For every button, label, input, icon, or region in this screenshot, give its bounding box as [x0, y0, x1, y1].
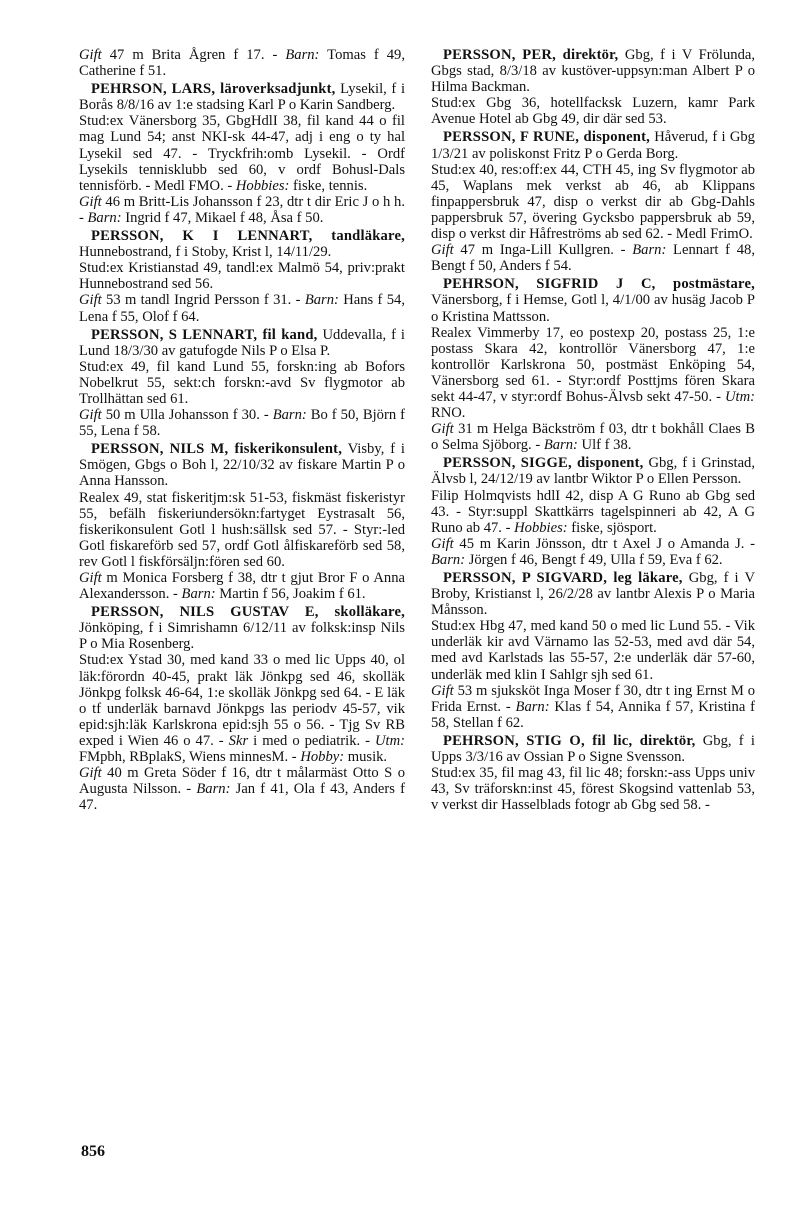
entry-header [431, 47, 755, 95]
person-name: PERSSON, NILS GUSTAV E, skolläkare, [91, 604, 405, 621]
entry-header-details: Gbg, f i V Broby, Kristianst l, 26/2/28 av lantbr Alexis P o Maria Månsson. [431, 570, 755, 619]
left-column [79, 47, 405, 813]
entry-text: 53 m sjuksköt Inga Moser f 30, dtr t ing Ernst M o Frida Ernst. - [431, 682, 755, 715]
biography-entry [79, 228, 405, 325]
entry-text: 50 m Ulla Johansson f 30. - [101, 407, 273, 424]
biography-entry [79, 47, 405, 79]
entry-text: Bo f 50, Björn f 55, Lena f 58. [79, 407, 405, 440]
entry-header-details: Uddevalla, f i Lund 18/3/30 av gatufogde Nils P o Elsa P. [79, 326, 405, 359]
entry-text: FMpbh, RBplakS, Wiens minnesM. - [79, 749, 301, 766]
entry-paragraph [79, 47, 405, 79]
entry-paragraph [431, 162, 755, 242]
person-name: PERSSON, K I LENNART, tandläkare, [91, 228, 405, 245]
field-label: Barn: [87, 209, 122, 226]
entry-text: Stud:ex 35, fil mag 43, fil lic 48; forskn:-ass Upps univ 43, Sv träforskn:inst 45, förest Skogsind vattenlab 53, v verkst dir Hasselblads fotogr ab Gbg sed 58. - [431, 765, 755, 814]
field-label: Skr [228, 732, 249, 749]
biography-entry [431, 47, 755, 127]
field-label: Gift [431, 242, 454, 259]
field-label: Gift [79, 570, 102, 586]
entry-text: 31 m Helga Bäckström f 03, dtr t bokhåll Claes B o Selma Sjöborg. - [431, 421, 755, 454]
field-label: Barn: [543, 437, 578, 454]
entry-header [431, 276, 755, 324]
entry-paragraph [79, 570, 405, 602]
entry-text: fiske, sjösport. [567, 519, 657, 536]
field-label: Barn: [181, 586, 216, 603]
entry-text: 47 m Brita Ågren f 17. - [101, 47, 286, 63]
entry-paragraph [431, 488, 755, 536]
entry-header-details: Hunnebostrand, f i Stoby, Krist l, 14/11/29. [79, 244, 332, 261]
field-label: Utm: [725, 388, 755, 405]
entry-text: Stud:ex Kristianstad 49, tandl:ex Malmö 54, priv:prakt Hunnebostrand sed 56. [79, 260, 405, 293]
entry-text: Filip Holmqvists hdlI 42, disp A G Runo ab Gbg sed 43. - Styr:suppl Skattkärrs tagelspinneri ab 42, A G Runo ab 47. - [431, 487, 755, 536]
entry-header [79, 81, 405, 113]
entry-header [79, 604, 405, 652]
entry-text: i med o pediatrik. - [248, 732, 376, 749]
entry-text: Tomas f 49, Catherine f 51. [79, 47, 405, 80]
field-label: Hobbies: [235, 177, 290, 194]
entry-text: m Monica Forsberg f 38, dtr t gjut Bror F o Anna Alexandersson. - [79, 570, 405, 603]
entry-text: Stud:ex 49, fil kand Lund 55, forskn:ing ab Bofors Nobelkrut 55, sekt:ch forskn:-avd Sv flygmotor ab Trollhättan sed 61. [79, 358, 405, 407]
entry-header-details: Visby, f i Smögen, Gbgs o Boh l, 22/10/32 av fiskare Martin P o Anna Hansson. [79, 441, 405, 490]
entry-paragraph [79, 113, 405, 193]
entry-paragraph [79, 292, 405, 324]
person-name: PERSSON, SIGGE, disponent, [443, 455, 644, 472]
person-name: PERSSON, S LENNART, fil kand, [91, 326, 318, 343]
entry-header [431, 455, 755, 487]
biography-entry [431, 733, 755, 813]
entry-paragraph [79, 407, 405, 439]
entry-paragraph [79, 194, 405, 226]
biography-entry [431, 129, 755, 274]
field-label: Barn: [272, 407, 307, 424]
field-label: Barn: [632, 242, 667, 259]
entry-header [431, 733, 755, 765]
entry-paragraph [431, 95, 755, 127]
biography-entry [431, 570, 755, 731]
person-name: PERSSON, F RUNE, disponent, [443, 129, 650, 146]
entry-text: 53 m tandl Ingrid Persson f 31. - [101, 292, 305, 309]
biography-entry [431, 276, 755, 453]
biography-entry [79, 441, 405, 602]
field-label: Barn: [285, 47, 320, 63]
entry-text: 47 m Inga-Lill Kullgren. - [453, 242, 633, 259]
entry-text: RNO. [431, 405, 466, 422]
field-label: Gift [79, 407, 102, 424]
entry-paragraph [431, 242, 755, 274]
field-label: Gift [79, 292, 102, 309]
entry-text: fiske, tennis. [289, 177, 368, 194]
entry-header-details: Gbg, f i Grinstad, Älvsb l, 24/12/19 av lantbr Wiktor P o Ellen Persson. [431, 455, 755, 488]
biography-entry [79, 604, 405, 813]
field-label: Gift [431, 421, 454, 438]
person-name: PEHRSON, SIGFRID J C, postmästare, [443, 276, 755, 293]
entry-header-details: Gbg, f i Upps 3/3/16 av Ossian P o Signe Svensson. [431, 732, 755, 766]
entry-text: 46 m Britt-Lis Johansson f 23, dtr t dir Eric J o h h. - [79, 193, 405, 226]
entry-text: Stud:ex Ystad 30, med kand 33 o med lic Upps 40, ol läk:förordn 40-45, prakt läk Jönkpg sed 46, skolläk Jönkpg folksk 46-64, 1:e skolläk Jönkpg sed 64. - E läk o tf underläk barnavd Jönkpgs las periodv 45-57, vik epid:sjh:läk Karlskrona epid:sjh 55 o 56. - Tjg Sv RB exped i Wien 46 o 47. - [79, 652, 405, 749]
entry-paragraph [79, 765, 405, 813]
person-name: PERSSON, NILS M, fiskerikonsulent, [91, 441, 343, 458]
entry-text: Ingrid f 47, Mikael f 48, Åsa f 50. [121, 209, 324, 226]
entry-paragraph [431, 618, 755, 682]
field-label: Gift [79, 47, 102, 63]
field-label: Gift [79, 765, 102, 782]
entry-paragraph [431, 325, 755, 422]
field-label: Gift [79, 193, 102, 210]
entry-text: musik. [344, 749, 388, 766]
right-column [431, 47, 755, 813]
field-label: Gift [431, 682, 454, 699]
entry-paragraph [431, 421, 755, 453]
entry-paragraph [431, 536, 755, 568]
biography-entry [431, 455, 755, 568]
entry-text: Stud:ex 40, res:off:ex 44, CTH 45, ing Sv flygmotor ab 45, Waplans mek verkst ab 46, ab Klippans finpappersbruk 47, disp o verkst dir ab Gbg-Dahls pappersbruk 57, övering Gycksbo pappersbruk ab 59, disp o verkst dir Håfreströms ab sed 62. - Medl FrimO. [431, 161, 755, 243]
entry-header-details: Jönköping, f i Simrishamn 6/12/11 av folksk:insp Nils P o Mia Rosenberg. [79, 620, 405, 653]
entry-paragraph [79, 490, 405, 570]
entry-header [79, 327, 405, 359]
entry-header [431, 129, 755, 161]
field-label: Gift [431, 535, 454, 552]
person-name: PEHRSON, LARS, läroverksadjunkt, [91, 81, 336, 98]
entry-header-details: Vänersborg, f i Hemse, Gotl l, 4/1/00 av husäg Jacob P o Kristina Mattsson. [431, 292, 755, 325]
entry-header [79, 441, 405, 489]
entry-text: Realex Vimmerby 17, eo postexp 20, postass 25, 1:e postass Skara 42, kontrollör Vänersborg 47, 1:e kontrollör Karlskrona 50, postmäst Enköping 54, Vänersborg sed 61. - Styr:ordf Posttjms fören Skara sekt 44-47, v styr:ordf Bohus-Älvsb sekt 47-50. - [431, 324, 755, 405]
entry-text: Jan f 41, Ola f 43, Anders f 47. [79, 781, 406, 814]
field-label: Barn: [515, 698, 550, 715]
biography-entry [79, 327, 405, 440]
entry-text: Stud:ex Vänersborg 35, GbgHdlI 38, fil kand 44 o fil mag Lund 54; anst NKI-sk 44-47, adj i eng o ty hal Lysekil sed 47. - Tryckfrih:omb Lysekil. - Ordf Lysekils tennisklubb sed 60, v ordf Bohusl-Dals tennisförb. - Medl FMO. - [79, 113, 405, 194]
entry-text: Stud:ex Hbg 47, med kand 50 o med lic Lund 55. - Vik underläk kir avd Värnamo las 52-53, med avd där 54, med avd Karlstads las 55-57, 2:e underläk där 57-60, underläk med klin I Sahlgr sjh sed 61. [431, 618, 755, 683]
entry-text: Jörgen f 46, Bengt f 49, Ulla f 59, Eva f 62. [465, 551, 723, 568]
entry-paragraph [431, 765, 755, 813]
entry-text: Ulf f 38. [577, 437, 632, 454]
field-label: Hobbies: [514, 519, 568, 536]
field-label: Utm: [375, 732, 406, 749]
entry-header-details: Håverud, f i Gbg 1/3/21 av poliskonst Fritz P o Gerda Borg. [431, 129, 755, 162]
field-label: Barn: [431, 551, 466, 568]
entry-paragraph [79, 652, 405, 765]
biography-entry [79, 81, 405, 226]
entry-header [79, 228, 405, 260]
entry-text: Stud:ex Gbg 36, hotellfacksk Luzern, kamr Park Avenue Hotel ab Gbg 49, dir där sed 53. [431, 95, 755, 128]
field-label: Barn: [196, 781, 231, 798]
entry-text: Hans f 54, Lena f 55, Olof f 64. [79, 292, 405, 325]
entry-paragraph [431, 683, 755, 731]
person-name: PERSSON, PER, direktör, [443, 47, 619, 63]
entry-header-details: Gbg, f i V Frölunda, Gbgs stad, 8/3/18 av kustöver-uppsyn:man Albert P o Hilma Backman. [431, 47, 755, 96]
entry-header [431, 570, 755, 618]
entry-text: Realex 49, stat fiskeritjm:sk 51-53, fiskmäst fiskeristyr 55, befälh fiskeriundersökn:fartyget Eystrasalt 56, fiskerikonsulent Gotl l hush:sällsk sed 57. - Styr:-led Gotl fiskareförb sed 57, ordf Gotl ålfiskareförb sed 58, rev Gotl l fiskförsäljn:fören sed 60. [79, 489, 405, 570]
person-name: PEHRSON, STIG O, fil lic, direktör, [443, 732, 696, 749]
entry-header-details: Lysekil, f i Borås 8/8/16 av 1:e stadsing Karl P o Karin Sandberg. [79, 81, 405, 114]
entry-text: 45 m Karin Jönsson, dtr t Axel J o Amanda J. - [453, 535, 755, 552]
page-number: 856 [81, 1143, 105, 1160]
entry-paragraph [79, 359, 405, 407]
entry-text: Lennart f 48, Bengt f 50, Anders f 54. [431, 242, 755, 275]
person-name: PERSSON, P SIGVARD, leg läkare, [443, 570, 683, 586]
entry-text: Klas f 54, Annika f 57, Kristina f 58, Stellan f 62. [431, 698, 755, 731]
field-label: Hobby: [300, 749, 345, 766]
entry-text: 40 m Greta Söder f 16, dtr t målarmäst Otto S o Augusta Nilsson. - [79, 765, 405, 798]
entry-text: Martin f 56, Joakim f 61. [215, 586, 366, 603]
field-label: Barn: [304, 292, 339, 309]
entry-paragraph [79, 260, 405, 292]
